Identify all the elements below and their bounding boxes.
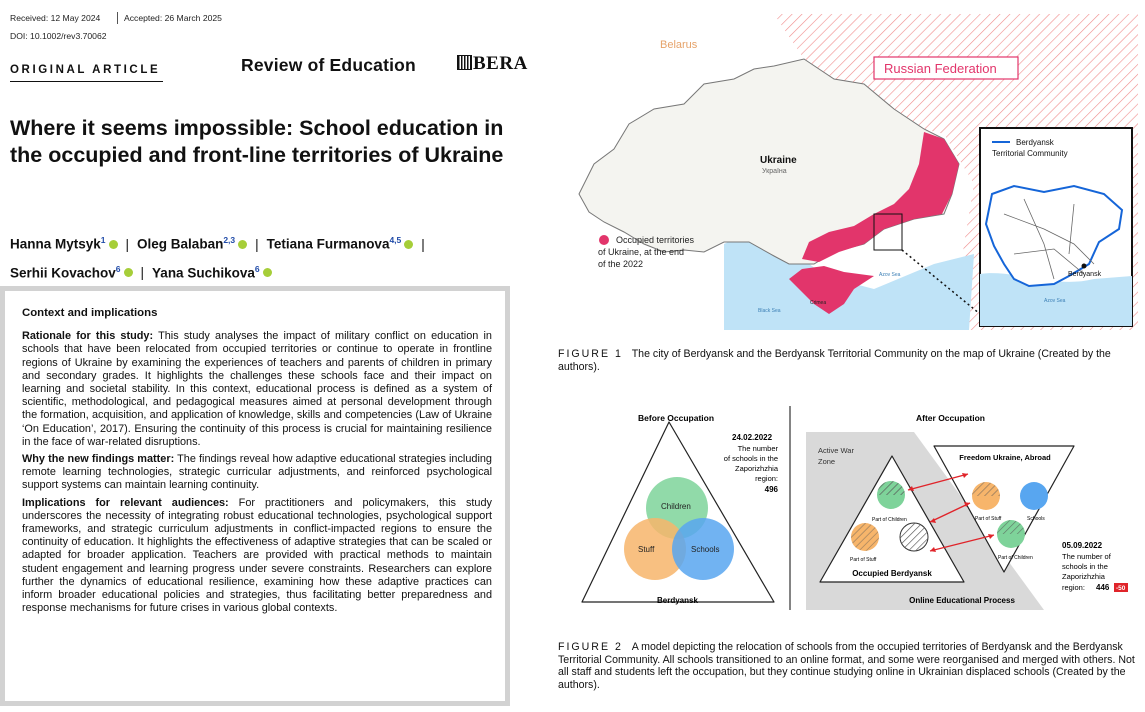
author-name[interactable]: Yana Suchikova — [152, 265, 255, 280]
label-ukraine-native: Україна — [762, 168, 787, 175]
paragraph-text: The findings reveal how adaptive educational strategies including remote learning technologies, strategic curricular adjustments, and reinforced psychological support systems can maintain learning continuity. — [22, 453, 492, 492]
orcid-icon[interactable] — [238, 240, 247, 249]
war-zone-label-2: Zone — [818, 457, 836, 466]
label-belarus: Belarus — [660, 39, 698, 51]
date-after: 05.09.2022 — [1062, 541, 1103, 550]
label-children: Children — [661, 502, 691, 511]
context-paragraph — [22, 497, 492, 616]
context-heading: Context and implications — [22, 307, 158, 319]
legend-occupied: Occupied territories of Ukraine, at the end of the 2022 — [598, 235, 695, 269]
figure1-caption — [558, 348, 1140, 373]
divider — [117, 12, 118, 24]
after-desc-1: The number of — [1062, 552, 1111, 561]
paragraph-text: For practitioners and policymakers, this study underscores the necessity of integrating robust educational technologies, psychological support frameworks, and strategic curriculum adjustments in conflict-impacted regions to ensure the continuity of education. It highlights the effectiveness of adaptive strategies that can be scaled or adapted for broader application. Teachers are provided with practical methods to maintain student engagement and learning progress under severe constraints. Researchers can explore further the dynamics of educational resilience, examining how these adaptive practices can inform broader educational policies and strategies, thus facilitating better preparedness and response mechanisms for future crises in various global contexts. — [22, 496, 492, 615]
figure1-map — [574, 14, 1138, 330]
accepted-date: Accepted: 26 March 2025 — [124, 13, 222, 23]
caption-label: FIGURE 2 — [558, 641, 623, 653]
occ-part-stuff: Part of Stuff — [850, 557, 877, 563]
paragraph-label: Implications for relevant audiences: — [22, 496, 229, 509]
affiliation-sup: 1 — [100, 235, 106, 245]
occ-stuff-hatch — [851, 523, 879, 551]
context-paragraph — [22, 453, 492, 493]
received-date: Received: 12 May 2024 — [10, 13, 101, 23]
label-ukraine: Ukraine — [760, 155, 797, 166]
article-type-underline — [10, 81, 163, 82]
before-count: 496 — [764, 485, 778, 494]
caption-text: The city of Berdyansk and the Berdyansk Territorial Community on the map of Ukraine (Created by the authors). — [558, 348, 1111, 373]
figure2-caption — [558, 641, 1140, 691]
legend-occupied-marker — [599, 235, 609, 245]
caption-label: FIGURE 1 — [558, 348, 623, 360]
caption-text: A model depicting the relocation of schools from the occupied territories of Berdyansk and the Berdyansk Territorial Community. All schools transitioned to an online format, and some were reorganised and merged with others. Not all staff and students left the occupation, but they continue studying online in Ukrainian displaced schools (Created by the authors). — [558, 641, 1135, 691]
occ-part-children: Part of Children — [872, 517, 907, 523]
paragraph-label: Why the new findings matter: — [22, 453, 175, 466]
war-zone-label-1: Active War — [818, 446, 854, 455]
inset-city: Berdyansk — [1068, 271, 1102, 278]
occupied-berdyansk-label: Occupied Berdyansk — [852, 569, 932, 578]
paragraph-text: This study analyses the impact of military conflict on education in schools that have been relocated from occupied territories or continue to operate in frontline regions of Ukraine by examining the experiences of teachers and parents of children in primary and secondary grades. It highlights the challenges these schools face and their impact on learning and societal stability. In this context, educational process is defined as a system of scientific, methodological, and pedagogical measures aimed at personal development through the formation, acquisition, and application of knowledge, skills and competencies (Law of Ukraine ‘On Education’, 2017). Ensuring the continuity of this process is crucial for maintaining resilience in the face of war-related disruptions. — [22, 330, 492, 448]
author-name[interactable]: Oleg Balaban — [137, 236, 224, 252]
before-desc-4: region: — [755, 474, 778, 483]
after-title: After Occupation — [916, 413, 985, 423]
journal-name: Review of Education — [241, 55, 416, 75]
free-schools-label: Schools — [1027, 516, 1045, 522]
orcid-icon[interactable] — [263, 268, 272, 277]
free-schools-circle — [1020, 482, 1048, 510]
city-marker — [1082, 264, 1087, 269]
bera-mark-icon — [457, 55, 472, 70]
inset-azov: Azov Sea — [1044, 298, 1066, 304]
label-crimea: Crimea — [810, 300, 827, 306]
orcid-icon[interactable] — [109, 240, 118, 249]
label-russia: Russian Federation — [884, 61, 997, 76]
publisher-name: BERA — [473, 53, 528, 74]
label-stuff: Stuff — [638, 545, 655, 554]
date-before: 24.02.2022 — [732, 433, 773, 442]
orcid-icon[interactable] — [404, 240, 413, 249]
orcid-icon[interactable] — [124, 268, 133, 277]
label-berdyansk: Berdyansk — [657, 596, 698, 605]
context-box — [0, 286, 510, 706]
before-title: Before Occupation — [638, 413, 715, 423]
free-part-children: Part of Children — [998, 555, 1033, 561]
after-count: 446 — [1096, 583, 1110, 592]
author-list: Hanna Mytsyk$^1$ | Oleg Balaban$^{2,3}$ | Tetiana Furmanova$^{4,5}$ | Serhii Kovachov$^6$ | Yana Suchikova$^6$ — [10, 235, 425, 280]
paragraph-label: Rationale for this study: — [22, 330, 154, 343]
label-schools: Schools — [691, 545, 720, 554]
author-name[interactable]: Serhii Kovachov — [10, 265, 116, 280]
label-azov: Azov Sea — [879, 272, 901, 278]
context-paragraph — [22, 330, 492, 449]
before-desc-1: The number — [737, 444, 778, 453]
article-title: Where it seems impossible: School education in the occupied and front-line territories of Ukraine — [10, 116, 504, 167]
label-black-sea: Black Sea — [758, 308, 781, 314]
inset-legend-1: Berdyansk — [1016, 138, 1054, 147]
bera-logo — [457, 53, 528, 75]
affiliation-sup: 6 — [115, 263, 121, 274]
after-delta: -50 — [1116, 585, 1126, 592]
freedom-label: Freedom Ukraine, Abroad — [959, 453, 1051, 462]
inset-legend-2: Territorial Community — [992, 149, 1068, 158]
doi[interactable]: DOI: 10.1002/rev3.70062 — [10, 31, 107, 41]
occ-schools-hatch — [900, 523, 928, 551]
affiliation-sup: 2,3 — [223, 235, 236, 245]
online-process-label: Online Educational Process — [909, 596, 1015, 605]
author-name[interactable]: Tetiana Furmanova — [266, 236, 390, 252]
figure2-model — [574, 404, 1138, 614]
article-type: ORIGINAL ARTICLE — [10, 64, 161, 76]
after-desc-4: region: — [1062, 583, 1085, 592]
affiliation-sup: 4,5 — [389, 235, 402, 245]
free-part-stuff: Part of Stuff — [975, 516, 1002, 522]
after-desc-3: Zaporizhzhia — [1062, 572, 1105, 581]
after-desc-2: schools in the — [1062, 562, 1108, 571]
author-name[interactable]: Hanna Mytsyk — [10, 236, 101, 252]
before-desc-2: of schools in the — [723, 454, 778, 463]
affiliation-sup: 6 — [254, 263, 260, 274]
before-desc-3: Zaporizhzhia — [735, 464, 778, 473]
